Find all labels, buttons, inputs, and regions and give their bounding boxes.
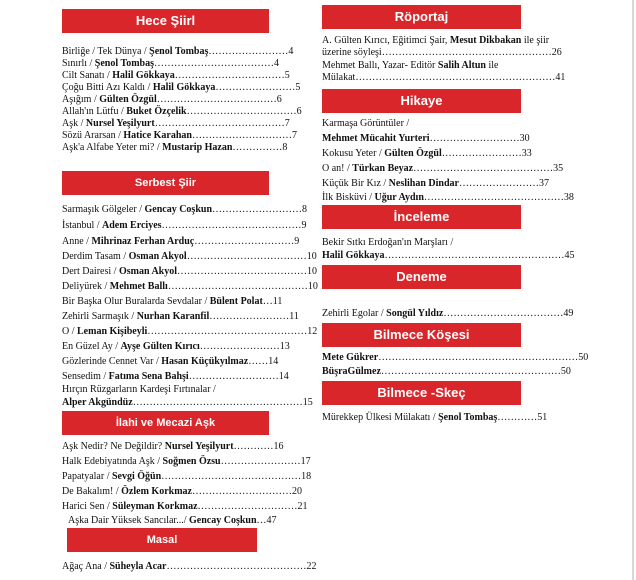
toc-entry[interactable]: Aşığım / Gülten Özgül………………………………6 xyxy=(62,94,282,105)
toc-entry[interactable]: Deliyürek / Mehmet Ballı……………………………………10 xyxy=(62,281,318,292)
toc-entry[interactable]: Sınırlı / Şenol Tombaş………………………………4 xyxy=(62,58,279,69)
toc-entry[interactable]: O / Leman Kişibeyli…………………………………………12 xyxy=(62,326,318,337)
toc-entry[interactable]: Allah'ın Lütfu / Buket Özçelik……………………………6 xyxy=(62,106,302,117)
toc-entry[interactable]: Mehmet Ballı, Yazar- Editör Salih Altun ile Mülakat……………………………………………………41 xyxy=(322,60,566,83)
toc-entry[interactable]: Halil Gökkaya………………………………………………45 xyxy=(322,250,575,261)
toc-entry[interactable]: Ağaç Ana / Süheyla Acar……………………………………22 xyxy=(62,561,317,572)
toc-entry[interactable]: Zehirli Sarmaşık / Nurhan Karanfil……………………11 xyxy=(62,311,299,322)
toc-entry[interactable]: İstanbul / Adem Erciyes……………………………………9 xyxy=(62,220,307,231)
toc-entry[interactable]: Aşk'a Alfabe Yeter mi? / Mustarip Hazan……………8 xyxy=(62,142,288,153)
toc-entry[interactable]: De Bakalım! / Özlem Korkmaz…………………………20 xyxy=(62,486,302,497)
section-header-roportaj: Röportaj xyxy=(322,5,521,29)
toc-entry[interactable]: Küçük Bir Kız / Neslihan Dindar……………………37 xyxy=(322,178,549,189)
section-header-serbest: Serbest Şiir xyxy=(62,171,269,195)
toc-entry[interactable]: Cilt Sanatı / Halil Gökkaya……………………………5 xyxy=(62,70,290,81)
toc-entry[interactable]: A. Gülten Kırıcı, Eğitimci Şair, Mesut Dikbakan ile şiir üzerine söyleşi……………………………………………26 xyxy=(322,35,562,58)
toc-entry[interactable]: Harici Sen / Süleyman Korkmaz…………………………21 xyxy=(62,501,308,512)
toc-entry[interactable]: Sözü Ararsan / Hatice Karahan…………………………7 xyxy=(62,130,297,141)
toc-entry[interactable]: Çoğu Bitti Azı Kaldı / Halil Gökkaya……………………5 xyxy=(62,82,301,93)
toc-entry[interactable]: BüşraGülmez………………………………………………50 xyxy=(322,366,571,377)
page-edge xyxy=(632,0,634,580)
toc-entry[interactable]: Karmaşa Görüntüler / xyxy=(322,118,410,129)
toc-entry[interactable]: Zehirli Egolar / Songül Yıldız………………………………49 xyxy=(322,308,574,319)
toc-entry[interactable]: Dert Dairesi / Osman Akyol…………………………………10 xyxy=(62,266,318,277)
toc-entry[interactable]: Kokusu Yeter / Gülten Özgül……………………33 xyxy=(322,148,532,159)
toc-entry[interactable]: Birliğe / Tek Dünya / Şenol Tombaş……………………4 xyxy=(62,46,294,57)
toc-entry[interactable]: Alper Akgündüz……………………………………………15 xyxy=(62,397,313,408)
toc-entry[interactable]: Derdim Tasam / Osman Akyol………………………………10 xyxy=(62,251,317,262)
toc-entry[interactable]: Hırçın Rüzgarların Kardeşi Fırtınalar / xyxy=(62,384,216,395)
toc-entry[interactable]: Gözlerinde Cennet Var / Hasan Küçükyılmaz……14 xyxy=(62,356,279,367)
toc-entry[interactable]: Sarmaşık Gölgeler / Gencay Coşkun………………………8 xyxy=(62,204,307,215)
toc-entry[interactable]: Mehmet Mücahit Yurteri………………………30 xyxy=(322,133,530,144)
section-header-bilmece-kosesi: Bilmece Köşesi xyxy=(322,323,521,347)
section-header-hikaye: Hikaye xyxy=(322,89,521,113)
toc-entry[interactable]: Aşk / Nursel Yeşilyurt…………………………………7 xyxy=(62,118,290,129)
section-header-ilahi: İlahi ve Mecazi Aşk xyxy=(62,411,269,435)
toc-entry[interactable]: Halk Edebiyatında Aşk / Soğmen Özsu……………………17 xyxy=(62,456,311,467)
toc-entry[interactable]: Sensedim / Fatıma Sena Bahşi………………………14 xyxy=(62,371,289,382)
toc-entry[interactable]: Aşk Nedir? Ne Değildir? Nursel Yeşilyurt…………16 xyxy=(62,441,284,452)
toc-entry[interactable]: Bekir Sıtkı Erdoğan'ın Marşları / xyxy=(322,237,454,248)
section-header-hece: Hece Şiirl xyxy=(62,9,269,33)
section-header-deneme: Deneme xyxy=(322,265,521,289)
toc-entry[interactable]: Bir Başka Olur Buralarda Sevdalar / Bülent Polat…11 xyxy=(62,296,283,307)
toc-entry[interactable]: Aşka Dair Yüksek Sancılar.../ Gencay Coşkun…47 xyxy=(68,515,277,526)
toc-entry[interactable]: En Güzel Ay / Ayşe Gülten Kırıcı……………………13 xyxy=(62,341,290,352)
toc-entry[interactable]: Mürekkep Ülkesi Mülakatı / Şenol Tombaş…………51 xyxy=(322,412,548,423)
toc-entry[interactable]: Papatyalar / Sevgi Öğün……………………………………18 xyxy=(62,471,312,482)
section-header-bilmece-skec: Bilmece -Skeç xyxy=(322,381,521,405)
section-header-masal: Masal xyxy=(67,528,257,552)
toc-entry[interactable]: Mete Gükrer……………………………………………………50 xyxy=(322,352,589,363)
section-header-inceleme: İnceleme xyxy=(322,205,521,229)
toc-entry[interactable]: O an! / Türkan Beyaz……………………………………35 xyxy=(322,163,564,174)
toc-entry[interactable]: İlk Bisküvi / Uğur Aydın……………………………………38 xyxy=(322,192,574,203)
toc-entry[interactable]: Anne / Mihrinaz Ferhan Arduç…………………………9 xyxy=(62,236,300,247)
